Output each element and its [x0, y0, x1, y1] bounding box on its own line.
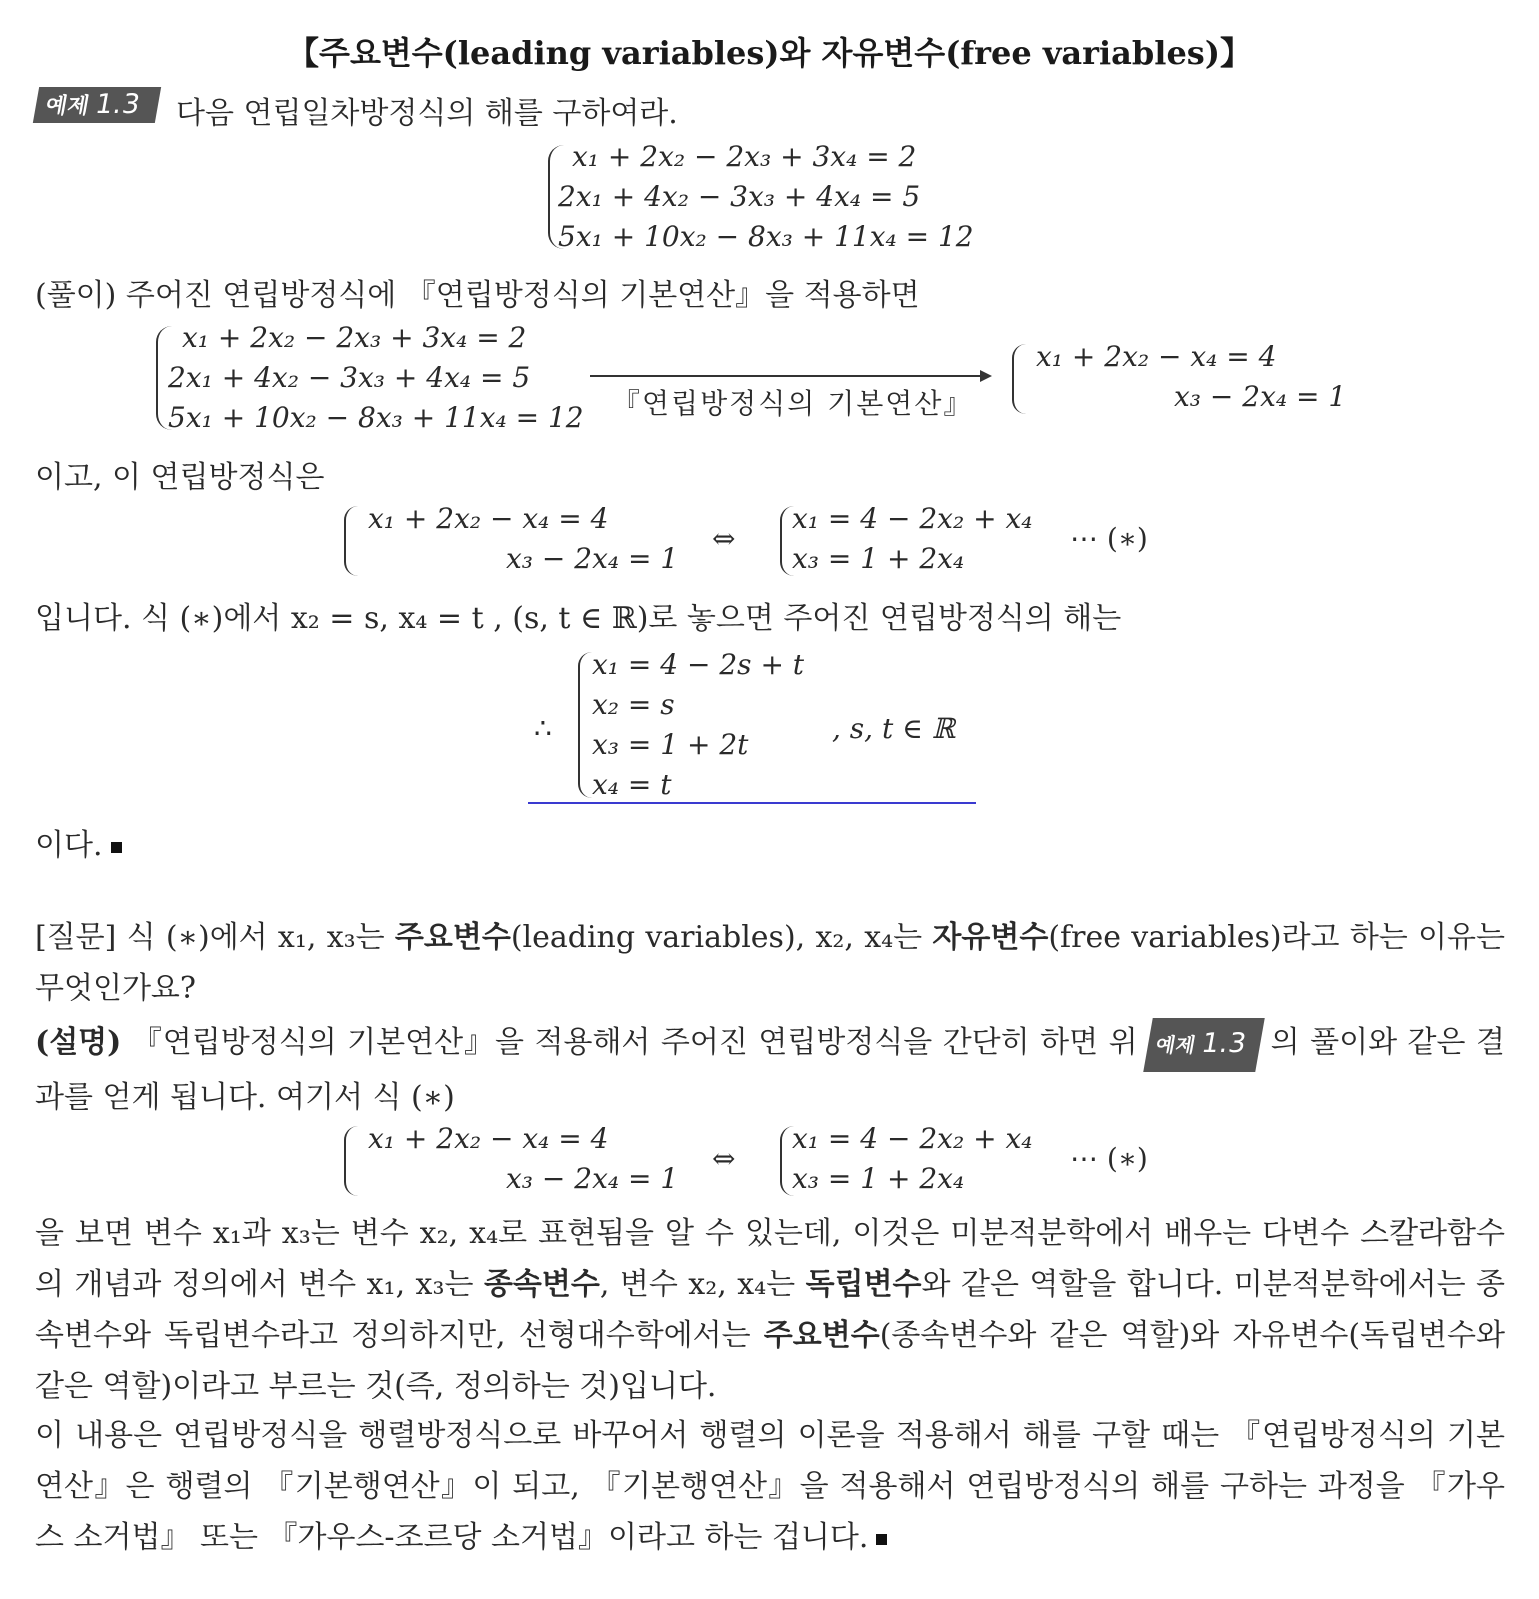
page-title: 【주요변수(leading variables)와 자유변수(free variables)】 [287, 34, 1252, 72]
equiv-left-1: x₁ + 2x₂ − x₄ = 4 [368, 502, 609, 535]
equiv2-symbol: ⇔ [712, 1142, 736, 1175]
equiv2-left-1: x₁ + 2x₂ − x₄ = 4 [368, 1122, 609, 1155]
system2-row-2: 2x₁ + 4x₂ − 3x₃ + 4x₄ = 5 [168, 361, 531, 394]
reduced-brace [1012, 344, 1026, 414]
and-text: 이고, 이 연립방정식은 [35, 460, 325, 495]
solution-row-1: x₁ = 4 − 2s + t [592, 648, 805, 681]
explain-label: (설명) [35, 1025, 122, 1060]
equiv2-right-2: x₃ = 1 + 2x₄ [792, 1162, 965, 1195]
substitution-text: 입니다. 식 (∗)에서 x₂ = s, x₄ = t , (s, t ∈ ℝ)로 놓으면 주어진 연립방정식의 해는 [35, 601, 1122, 636]
transform-arrow [590, 375, 990, 377]
system2-row-3: 5x₁ + 10x₂ − 8x₃ + 11x₄ = 12 [168, 401, 584, 434]
badge-word: 예제 [43, 94, 92, 119]
equiv-right-2: x₃ = 1 + 2x₄ [792, 542, 965, 575]
end-mark [111, 842, 122, 853]
example-prompt: 다음 연립일차방정식의 해를 구하여라. [176, 96, 678, 131]
equiv-right-1: x₁ = 4 − 2x₂ + x₄ [792, 502, 1033, 535]
reduced-row-2: x₃ − 2x₄ = 1 [1174, 380, 1347, 413]
system-row-2: 2x₁ + 4x₂ − 3x₃ + 4x₄ = 5 [558, 180, 921, 213]
reduced-row-1: x₁ + 2x₂ − x₄ = 4 [1036, 340, 1277, 373]
example-badge [36, 86, 158, 123]
inline-example-badge: 예제1.3 [1143, 1018, 1265, 1072]
equiv2-left-2: x₃ − 2x₄ = 1 [506, 1162, 679, 1195]
system2-row-1: x₁ + 2x₂ − 2x₃ + 3x₄ = 2 [182, 321, 527, 354]
gauss-paragraph: 이 내용은 연립방정식을 행렬방정식으로 바꾸어서 행렬의 이론을 적용해서 해를 구할 때는 『연립방정식의 기본연산』은 행렬의 『기본행연산』이 되고, 『기본행연산』을 적용해서 연립방정식의 해를 구하는 과정을 『가우스 소거법』 또는 『가우스-조르당 소거법』이라고 하는 겁니다. [35, 1418, 1505, 1555]
explain-paragraph: (설명) 『연립방정식의 기본연산』을 적용해서 주어진 연립방정식을 간단히 하면 위 예제1.3 의 풀이와 같은 결과를 얻게 됩니다. 여기서 식 (∗) [35, 1017, 1505, 1123]
solution-underline [528, 802, 976, 804]
equiv2-left-brace [344, 1126, 358, 1196]
therefore-symbol: ∴ [534, 712, 552, 745]
equiv-left-brace [344, 506, 358, 576]
equiv-left-2: x₃ − 2x₄ = 1 [506, 542, 679, 575]
solution-brace [578, 652, 592, 798]
solution-row-3: x₃ = 1 + 2t [592, 728, 749, 761]
question-label: [질문] [35, 920, 117, 955]
system-row-1: x₁ + 2x₂ − 2x₃ + 3x₄ = 2 [572, 140, 917, 173]
concept-paragraph: 을 보면 변수 x₁과 x₃는 변수 x₂, x₄로 표현됨을 알 수 있는데, 이것은 미분적분학에서 배우는 다변수 스칼라함수의 개념과 정의에서 변수 x₁, x₃는 종속변수, 변수 x₂, x₄는 독립변수와 같은 역할을 합니다. 미분적분학에서는 종속변수와 독립변수라고 정의하지만, 선형대수학에서는 주요변수(종속변수와 같은 역할)와 자유변수(독립변수와 같은 역할)이라고 부르는 것(즉, 정의하는 것)입니다. [35, 1216, 1505, 1404]
question-paragraph: [질문] 식 (∗)에서 x₁, x₃는 주요변수(leading variables), x₂, x₄는 자유변수(free variables)라고 하는 이유는 무엇인가요? [35, 920, 1505, 1006]
final-mark [876, 1534, 887, 1545]
equiv-tag: ⋯ (∗) [1070, 522, 1148, 555]
system-row-3: 5x₁ + 10x₂ − 8x₃ + 11x₄ = 12 [558, 220, 974, 253]
solution-intro: (풀이) 주어진 연립방정식에 『연립방정식의 기본연산』을 적용하면 [35, 278, 920, 313]
badge-number: 1.3 [92, 89, 143, 120]
arrow-label: 『연립방정식의 기본연산』 [612, 387, 974, 420]
end-text: 이다. [35, 820, 122, 864]
solution-row-4: x₄ = t [592, 768, 672, 801]
solution-row-2: x₂ = s [592, 688, 675, 721]
solution-param: , s, t ∈ ℝ [832, 712, 956, 745]
equiv2-right-1: x₁ = 4 − 2x₂ + x₄ [792, 1122, 1033, 1155]
equiv-symbol: ⇔ [712, 522, 736, 555]
equiv2-tag: ⋯ (∗) [1070, 1142, 1148, 1175]
